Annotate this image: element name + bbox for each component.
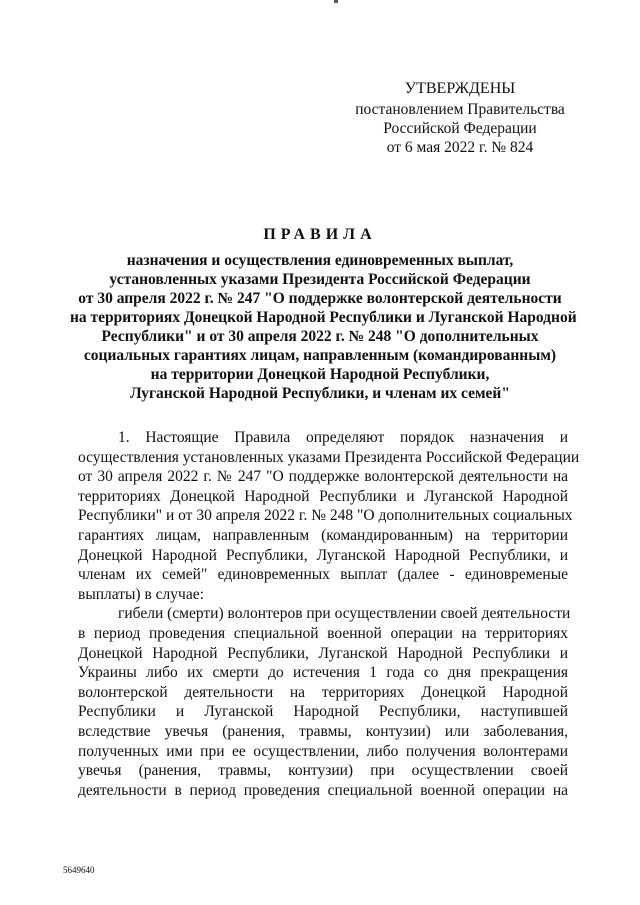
body-line: Донецкой Народной Республики, Луганской Народной Республики и bbox=[78, 644, 568, 662]
body-line: гибели (смерти) волонтеров при осуществлении своей деятельности bbox=[118, 605, 571, 623]
body-line: деятельности в период проведения специальной военной операции на bbox=[78, 781, 568, 799]
approval-line-2: Российской Федерации bbox=[383, 120, 537, 137]
document-title: ПРАВИЛА bbox=[263, 226, 377, 243]
body-line: территориях Донецкой Народной Республики и Луганской Народной bbox=[78, 487, 568, 505]
body-line: осуществления установленных указами Президента Российской Федерации bbox=[78, 448, 580, 466]
body-line: Украины либо их смерти до истечения 1 года со дня прекращения bbox=[78, 664, 568, 682]
subtitle-line: Республики" и от 30 апреля 2022 г. № 248 "О дополнительных bbox=[101, 328, 539, 345]
approval-line-1: постановлением Правительства bbox=[355, 101, 565, 118]
approval-line-3: от 6 мая 2022 г. № 824 bbox=[386, 139, 534, 156]
body-line: полученных ими при ее осуществлении, либо получения волонтерами bbox=[78, 742, 568, 760]
page-mark bbox=[334, 0, 338, 3]
document-number: 5649640 bbox=[63, 865, 95, 875]
subtitle-line: установленных указами Президента Российской Федерации bbox=[109, 271, 531, 288]
body-line: гарантиях лицам, направленным (командированным) на территории bbox=[78, 526, 568, 544]
body-line: от 30 апреля 2022 г. № 247 "О поддержке волонтерской деятельности на bbox=[78, 468, 568, 486]
paragraph-2 bbox=[78, 604, 571, 800]
approved-label: УТВЕРЖДЕНЫ bbox=[404, 80, 516, 97]
body-line: Республики" и от 30 апреля 2022 г. № 248 "О дополнительных социальных bbox=[78, 507, 573, 525]
body-line: выплаты) в случае: bbox=[78, 585, 204, 603]
body-line: 1. Настоящие Правила определяют порядок назначения и bbox=[118, 429, 568, 446]
subtitle-line: Луганской Народной Республики, и членам их семей" bbox=[130, 385, 510, 402]
body-line: волонтерской деятельности на территориях Донецкой Народной bbox=[78, 683, 568, 701]
document-body bbox=[78, 428, 580, 800]
paragraph-1 bbox=[78, 428, 580, 604]
body-line: членам их семей" единовременных выплат (далее - единовременые bbox=[78, 566, 568, 584]
approval-block bbox=[340, 79, 580, 157]
subtitle-line: социальных гарантиях лицам, направленным (командированным) bbox=[83, 347, 557, 364]
body-line: вследствие увечья (ранения, травмы, контузии) или заболевания, bbox=[78, 722, 568, 740]
subtitle-line: на территории Донецкой Народной Республики, bbox=[150, 366, 490, 383]
subtitle-line: на территориях Донецкой Народной Республики и Луганской Народной bbox=[70, 309, 577, 326]
subtitle-line: назначения и осуществления единовременных выплат, bbox=[126, 252, 514, 269]
document-subtitle bbox=[70, 251, 577, 403]
body-line: Республики и Луганской Народной Республики, наступившей bbox=[78, 703, 568, 721]
body-line: в период проведения специальной военной операции на территориях bbox=[78, 624, 568, 642]
body-line: Донецкой Народной Республики, Луганской Народной Республики, и bbox=[78, 546, 568, 564]
subtitle-line: от 30 апреля 2022 г. № 247 "О поддержке волонтерской деятельности bbox=[78, 290, 562, 307]
body-line: увечья (ранения, травмы, контузии) при осуществлении своей bbox=[78, 762, 568, 780]
